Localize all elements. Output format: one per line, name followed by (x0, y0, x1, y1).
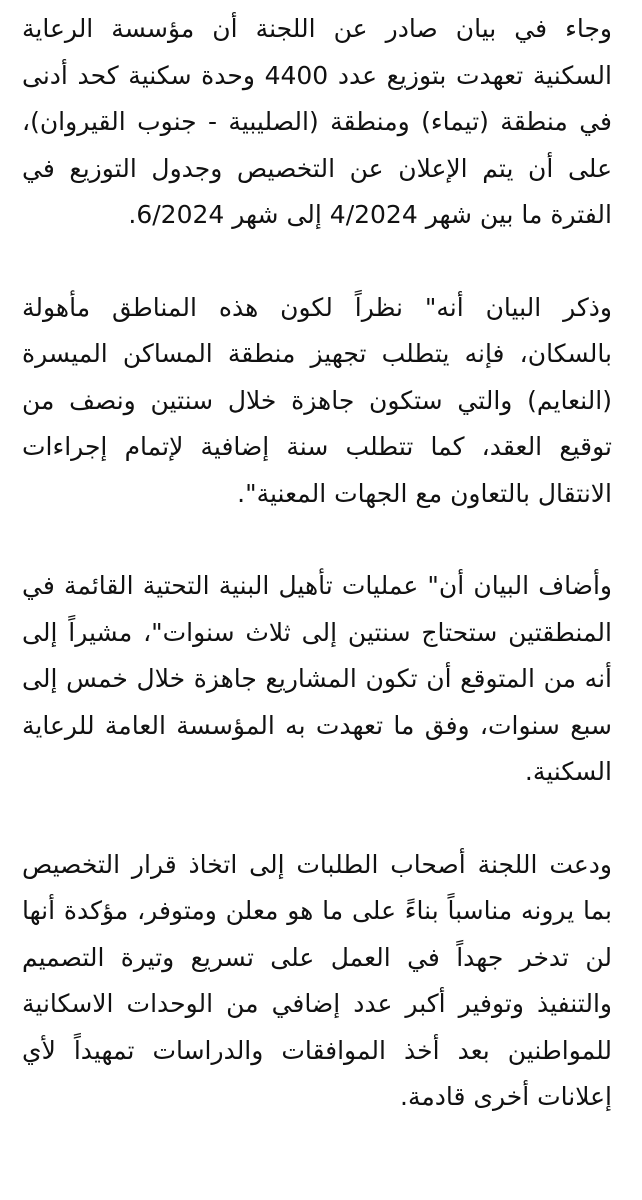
paragraph-infrastructure: وأضاف البيان أن" عمليات تأهيل البنية التحتية القائمة في المنطقتين ستحتاج سنتين إلى ثلاث سنوات"، مشيراً إلى أنه من المتوقع أن تكون المشاريع جاهزة خلال خمس إلى سبع سنوات، وفق ما تعهدت به المؤسسة العامة للرعاية السكنية. (22, 571, 612, 786)
paragraph-committee-call: ودعت اللجنة أصحاب الطلبات إلى اتخاذ قرار التخصيص بما يرونه مناسباً بناءً على ما هو معلن ومتوفر، مؤكدة أنها لن تدخر جهداً في العمل على تسريع وتيرة التصميم والتنفيذ وتوفير أكبر عدد إضافي من الوحدات الاسكانية للمواطنين بعد أخذ الموافقات والدراسات تمهيداً لأي إعلانات أخرى قادمة. (22, 849, 612, 1111)
paragraph-housing-distribution: وجاء في بيان صادر عن اللجنة أن مؤسسة الرعاية السكنية تعهدت بتوزيع عدد 4400 وحدة سكنية كحد أدنى في منطقة (تيماء) ومنطقة (الصليبية - جنوب القيروان)، على أن يتم الإعلان عن التخصيص وجدول التوزيع في الفترة ما بين شهر 4/2024 إلى شهر 6/2024. (22, 14, 612, 229)
paragraph-area-preparation: وذكر البيان أنه" نظراً لكون هذه المناطق مأهولة بالسكان، فإنه يتطلب تجهيز منطقة المساكن الميسرة (النعايم) والتي ستكون جاهزة خلال سنتين ونصف من توقيع العقد، كما تتطلب سنة إضافية لإتمام إجراءات الانتقال بالتعاون مع الجهات المعنية". (22, 292, 612, 508)
